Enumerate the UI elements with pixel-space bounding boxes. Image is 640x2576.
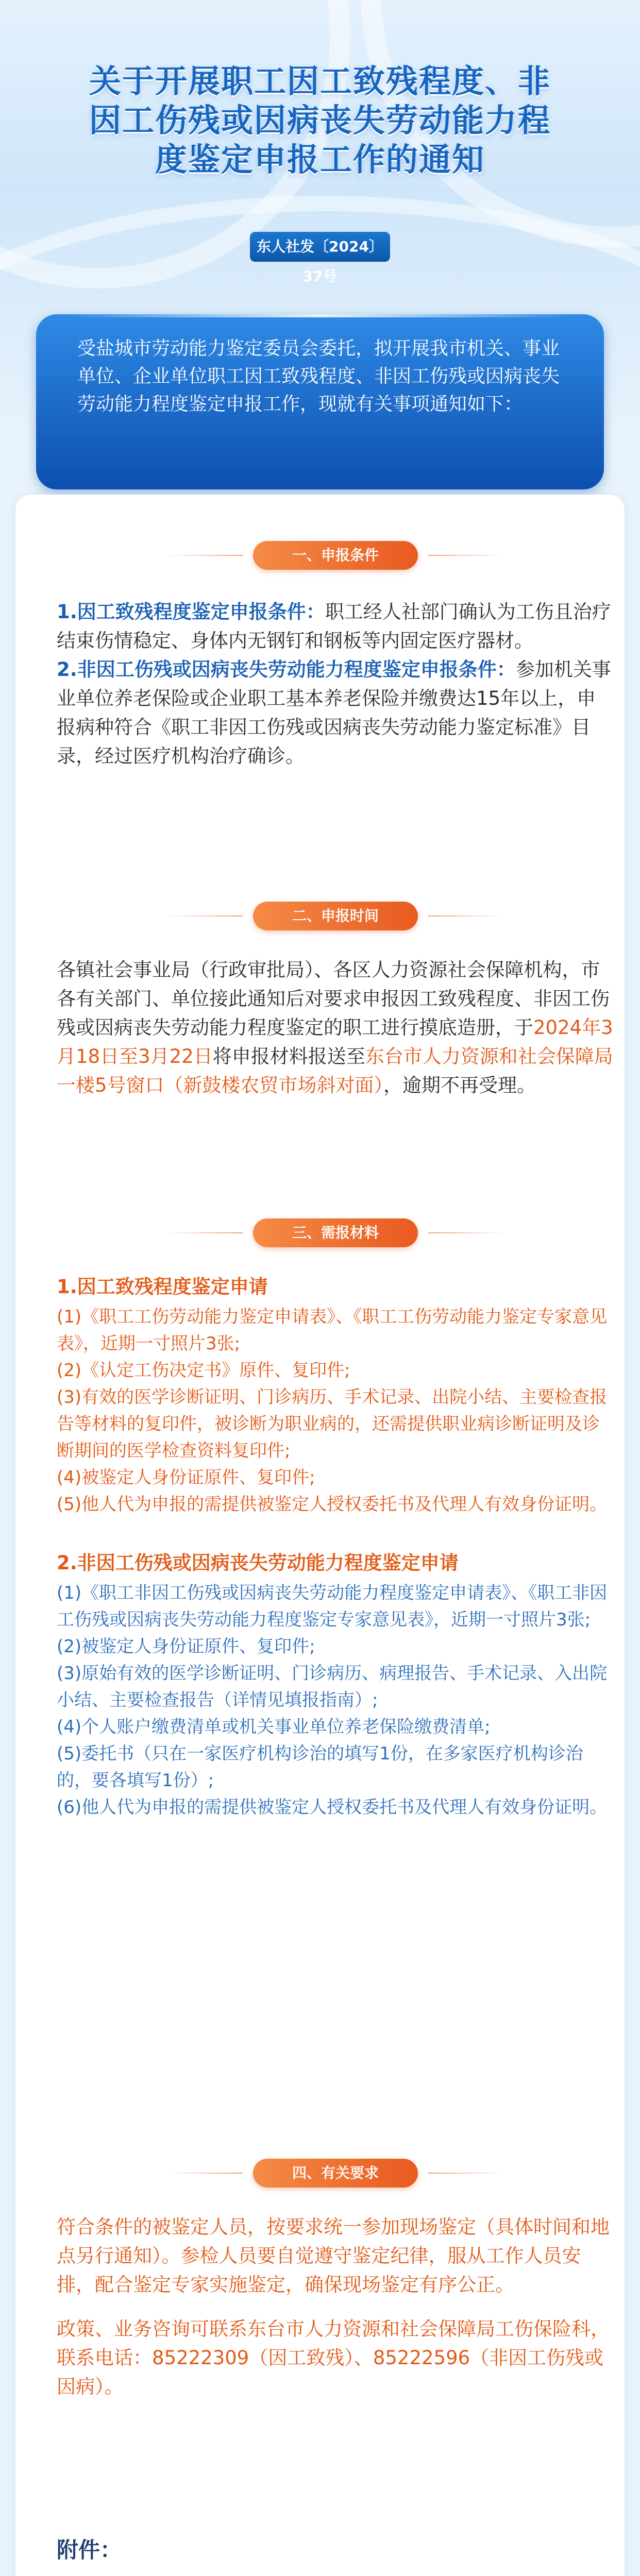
materials-a-item: (3)有效的医学诊断证明、门诊病历、手术记录、出院小结、主要检查报告等材料的复印件，被诊断为职业病的，还需提供职业病诊断证明及诊断期间的医学检查资料复印件;: [57, 1387, 608, 1461]
timeframe-paragraph: [57, 956, 614, 1100]
condition-item-1: [57, 598, 614, 655]
requirements-text: 符合条件的被鉴定人员，按要求统一参加现场鉴定（具体时间和地点另行通知）。参检人员要自觉遵守鉴定纪律，服从工作人员安排，配合鉴定专家实施鉴定，确保现场鉴定有序公正。: [57, 2216, 610, 2296]
intro-text: 受盐城市劳动能力鉴定委员会委托，拟开展我市机关、事业单位、企业单位职工因工致残程度、非因工伤残或因病丧失劳动能力程度鉴定申报工作，现就有关事项通知如下：: [77, 338, 560, 415]
section-timeframe: [57, 956, 614, 1100]
materials-b-item: (1)《职工非因工伤残或因病丧失劳动能力程度鉴定申请表》、《职工非因工伤残或因病丧失劳动能力程度鉴定专家意见表》，近期一寸照片3张;: [57, 1583, 608, 1630]
materials-a-item: (5)他人代为申报的需提供被鉴定人授权委托书及代理人有效身份证明。: [57, 1494, 608, 1515]
intro-card: [36, 314, 604, 489]
condition-item-2-title: 2.非因工伤残或因病丧失劳动能力程度鉴定申报条件：: [57, 658, 516, 681]
materials-a-title: 1.因工致残程度鉴定申请: [57, 1276, 268, 1298]
section-heading-materials: 三、需报材料: [253, 1218, 418, 1247]
section-conditions: [57, 598, 614, 771]
timeframe-text-e: ，逾期不再受理。: [383, 1074, 536, 1096]
materials-a-item: (1)《职工工伤劳动能力鉴定申请表》、《职工工伤劳动能力鉴定专家意见表》，近期一寸照片3张;: [57, 1307, 608, 1354]
materials-b-item: (6)他人代为申报的需提供被鉴定人授权委托书及代理人有效身份证明。: [57, 1797, 608, 1818]
attachments-title: 附件：: [57, 2537, 122, 2563]
page-title: 关于开展职工因工致残程度、非因工伤残或因病丧失劳动能力程度鉴定申报工作的通知: [89, 62, 551, 178]
document-number-badge: 东人社发〔2024〕37号: [250, 232, 390, 262]
section-heading-timeframe: 二、申报时间: [253, 902, 418, 930]
materials-b-title: 2.非因工伤残或因病丧失劳动能力程度鉴定申请: [57, 1552, 459, 1574]
materials-b-item: (2)被鉴定人身份证原件、复印件;: [57, 1636, 315, 1657]
section-heading-conditions: 一、申报条件: [253, 541, 418, 570]
condition-item-1-title: 1.因工致残程度鉴定申报条件：: [57, 601, 325, 623]
condition-item-2: [57, 655, 614, 771]
timeframe-text-a: 各镇社会事业局（行政审批局）、各区人力资源社会保障机构，市各有关部门、单位接此通知后对要求申报因工致残程度、非因工伤残或因病丧失劳动能力程度鉴定的职工进行摸底造册，于: [57, 959, 610, 1039]
section-heading-requirements: 四、有关要求: [253, 2159, 418, 2188]
materials-a-item: (4)被鉴定人身份证原件、复印件;: [57, 1467, 315, 1488]
materials-a-list: [57, 1303, 614, 1518]
attachments: [57, 2535, 614, 2576]
section-materials: [57, 1273, 614, 1821]
materials-a-item: (2)《认定工伤决定书》原件、复印件;: [57, 1360, 350, 1381]
timeframe-text-c: 将申报材料报送至: [212, 1045, 365, 1067]
materials-b-list: [57, 1580, 614, 1821]
timeframe-dates: 2024年3月18日至3月22日: [57, 1016, 613, 1067]
card-glow: [67, 314, 573, 317]
materials-b-item: (5)委托书（只在一家医疗机构诊治的填写1份，在多家医疗机构诊治的，要各填写1份）;: [57, 1743, 583, 1791]
condition-item-2-text: 参加机关事业单位养老保险或企业职工基本养老保险并缴费达15年以上，申报病种符合《职工非因工伤残或因病丧失劳动能力鉴定标准》目录，经过医疗机构治疗确诊。: [57, 658, 611, 767]
submission-location: 东台市人力资源和社会保障局一楼5号窗口（新鼓楼农贸市场斜对面）: [57, 1045, 613, 1096]
contact-text: 政策、业务咨询可联系东台市人力资源和社会保障局工伤保险科，联系电话：85222309（因工致残）、85222596（非因工伤残或因病）。: [57, 2318, 610, 2398]
content-card: [15, 495, 625, 2576]
condition-item-1-text: 职工经人社部门确认为工伤且治疗结束伤情稳定、身体内无钢钉和钢板等内固定医疗器材。: [57, 601, 611, 652]
materials-b-item: (3)原始有效的医学诊断证明、门诊病历、病理报告、手术记录、入出院小结、主要检查报告（详情见填报指南）;: [57, 1663, 608, 1710]
materials-b-item: (4)个人账户缴费清单或机关事业单位养老保险缴费清单;: [57, 1717, 491, 1737]
section-requirements: [57, 2213, 614, 2401]
